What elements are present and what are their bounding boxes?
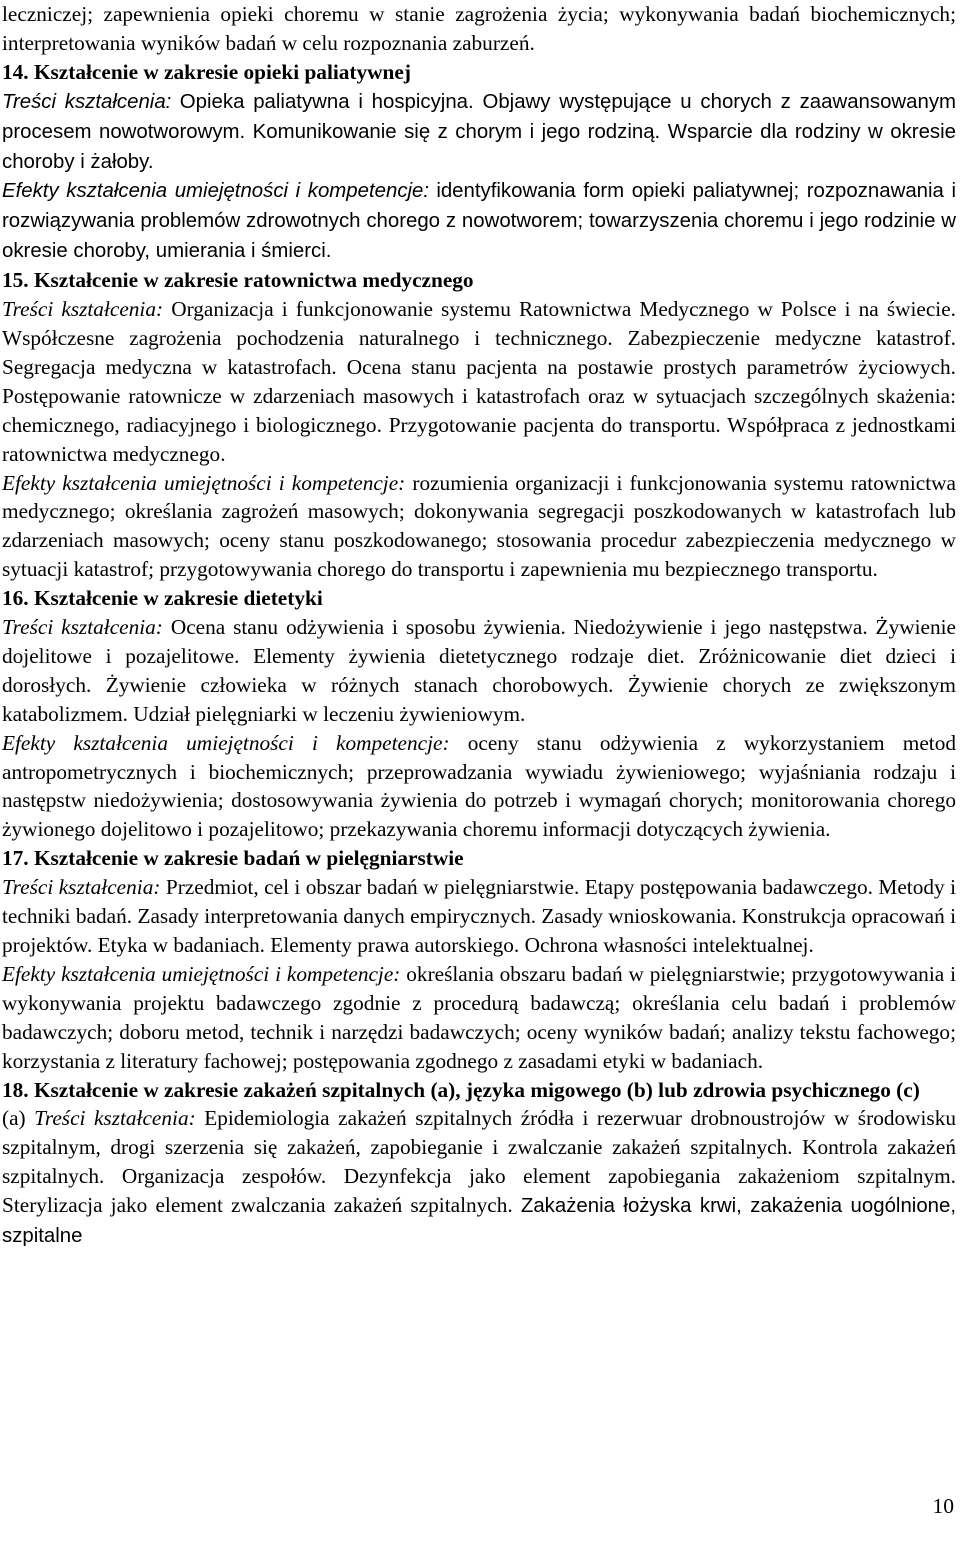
content-text-continued: Zakażenia łożyska krwi, zakażenia uogólnione, szpitalne (2, 1195, 956, 1248)
effects-label: Efekty kształcenia umiejętności i kompetencje: (2, 470, 406, 495)
effects-label: Efekty kształcenia umiejętności i kompetencje: (2, 180, 430, 203)
section-17-content (0, 873, 960, 960)
content-text: Organizacja i funkcjonowanie systemu Ratownictwa Medycznego w Polsce i na świecie. Współczesne zagrożenia pochodzenia naturalnego i technicznego. Zabezpieczenie medyczne katastrof. Segregacja medyczna w katastrofach. Ocena stanu pacjenta na postawie prostych parametrów życiowych. Postępowanie ratownicze w zdarzeniach masowych i katastrofach oraz w sytuacjach szczególnych skażenia: chemicznego, radiacyjnego i biologicznego. Przygotowanie pacjenta do transportu. Współpraca z jednostkami ratownictwa medycznego. (2, 297, 956, 466)
section-14-effects (0, 176, 960, 266)
section-17-heading: 17. Kształcenie w zakresie badań w pielęgniarstwie (2, 846, 464, 871)
effects-label: Efekty kształcenia umiejętności i kompetencje: (2, 961, 401, 986)
section-15-content (0, 295, 960, 468)
section-14-heading: 14. Kształcenie w zakresie opieki paliatywnej (2, 59, 411, 84)
section-14-content (0, 87, 960, 177)
section-18-content (0, 1104, 960, 1251)
effects-text: oceny stanu odżywienia z wykorzystaniem metod antropometrycznych i biochemicznych; przeprowadzania wywiadu żywieniowego; wyjaśniania rodzaju i następstw niedożywienia; dostosowywania żywienia do potrzeb i wymagań chorych; monitorowania chorego żywionego dojelitowo i pozajelitowo; przekazywania choremu informacji dotyczących żywienia. (2, 730, 956, 842)
content-label: Treści kształcenia: (2, 297, 164, 322)
section-18-heading: 18. Kształcenie w zakresie zakażeń szpitalnych (a), języka migowego (b) lub zdrowia psychicznego (c) (2, 1077, 920, 1102)
content-text: Ocena stanu odżywienia i sposobu żywienia. Niedożywienie i jego następstwa. Żywienie dojelitowe i pozajelitowe. Elementy żywienia dietetycznego rodzaje diet. Zróżnicowanie diet dzieci i dorosłych. Żywienie człowieka w różnych stanach chorobowych. Żywienie chorych ze zwiększonym katabolizmem. Udział pielęgniarki w leczeniu żywieniowym. (2, 615, 956, 726)
section-16-effects (0, 729, 960, 845)
effects-label: Efekty kształcenia umiejętności i kompetencje: (2, 730, 450, 755)
content-label: Treści kształcenia: (34, 1106, 196, 1131)
section-16-content (0, 613, 960, 729)
content-label: Treści kształcenia: (2, 615, 163, 640)
page-number: 10 (932, 1494, 954, 1518)
content-text: Przedmiot, cel i obszar badań w pielęgniarstwie. Etapy postępowania badawczego. Metody i techniki badań. Zasady interpretowania danych empirycznych. Zasady wnioskowania. Konstrukcja opracowań i projektów. Etyka w badaniach. Elementy prawa autorskiego. Ochrona własności intelektualnej. (2, 875, 956, 957)
effects-text: określania obszaru badań w pielęgniarstwie; przygotowywania i wykonywania projektu badawczego zgodnie z procedurą badawczą; określania celu badań i problemów badawczych; doboru metod, technik i narzędzi badawczych; oceny wyników badań; analizy tekstu fachowego; korzystania z literatury fachowej; postępowania zgodnego z zasadami etyki w badaniach. (2, 961, 956, 1073)
content-text: Opieka paliatywna i hospicyjna. Objawy występujące u chorych z zaawansowanym procesem nowotworowym. Komunikowanie się z chorym i jego rodziną. Wsparcie dla rodziny w okresie choroby i żałoby. (2, 90, 956, 173)
section-16-heading: 16. Kształcenie w zakresie dietetyki (2, 586, 323, 611)
effects-text: identyfikowania form opieki paliatywnej; rozpoznawania i rozwiązywania problemów zdrowotnych chorego z nowotworem; towarzyszenia choremu i jego rodzinie w okresie choroby, umierania i śmierci. (2, 180, 956, 263)
effects-text: rozumienia organizacji i funkcjonowania systemu ratownictwa medycznego; określania zagrożeń masowych; dokonywania segregacji poszkodowanych w katastrofach lub zdarzeniach masowych; oceny stanu poszkodowanego; stosowania procedur zabezpieczenia medycznego w sytuacji katastrof; przygotowywania chorego do transportu i zapewnienia mu bezpiecznego transportu. (2, 470, 956, 582)
subsection-prefix: (a) (2, 1106, 26, 1131)
section-15-effects (0, 469, 960, 585)
intro-paragraph: leczniczej; zapewnienia opieki choremu w stanie zagrożenia życia; wykonywania badań biochemicznych; interpretowania wyników badań w celu rozpoznania zaburzeń. (2, 2, 956, 55)
content-text: Epidemiologia zakażeń szpitalnych źródła i rezerwuar drobnoustrojów w środowisku szpitalnym, drogi szerzenia się zakażeń, zapobieganie i zwalczanie zakażeń szpitalnych. Kontrola zakażeń szpitalnych. Organizacja zespołów. Dezynfekcja jako element zapobiegania zakażeniom szpitalnym. Sterylizacja jako element zwalczania zakażeń szpitalnych. (2, 1106, 957, 1218)
content-label: Treści kształcenia: (2, 90, 172, 113)
section-15-heading: 15. Kształcenie w zakresie ratownictwa medycznego (2, 268, 474, 293)
section-17-effects (0, 960, 960, 1076)
content-label: Treści kształcenia: (2, 875, 161, 900)
